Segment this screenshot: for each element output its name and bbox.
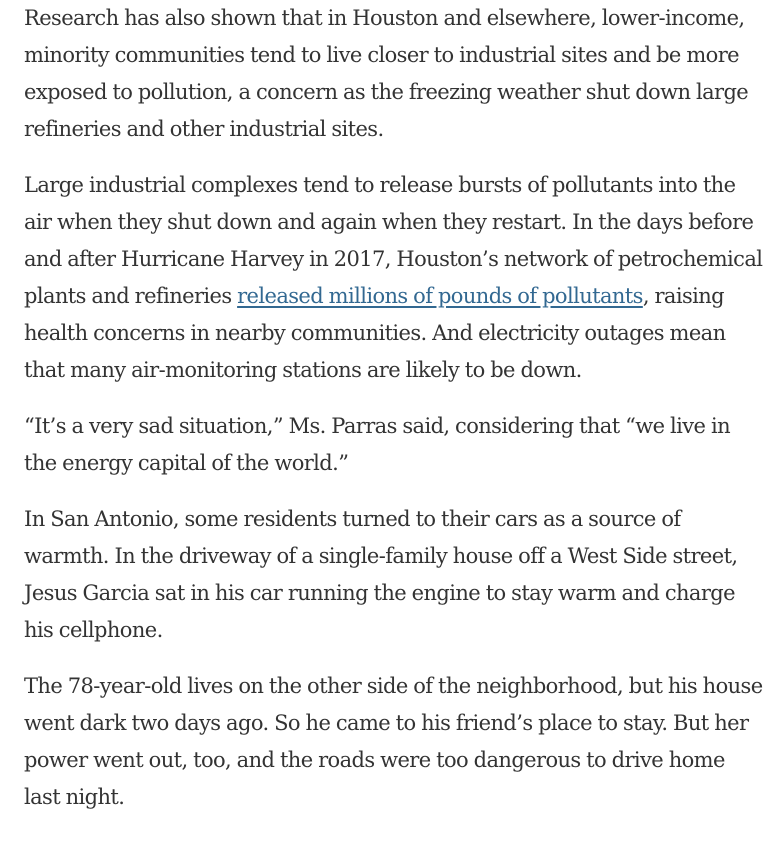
paragraph-2 — [24, 167, 764, 389]
pollutants-report-link[interactable]: released millions of pounds of pollutants — [237, 284, 643, 308]
paragraph-5: The 78-year-old lives on the other side of the neighborhood, but his house went dark two days ago. So he came to his friend’s place to stay. But her power went out, too, and the roads were too dangerous to drive home last night. — [24, 674, 763, 809]
article-body — [24, 0, 764, 835]
paragraph-2-text-before-link: Large industrial complexes tend to release bursts of pollutants into the air when they shut down and again when they restart. In the days before and after Hurricane Harvey in 2017, Houston’s network of petrochemical plants and refineries — [24, 173, 763, 308]
paragraph-4: In San Antonio, some residents turned to their cars as a source of warmth. In the driveway of a single-family house off a West Side street, Jesus Garcia sat in his car running the engine to stay warm and charge his cellphone. — [24, 507, 738, 642]
paragraph-1: Research has also shown that in Houston and elsewhere, lower-income, minority communities tend to live closer to industrial sites and be more exposed to pollution, a concern as the freezing weather shut down large refineries and other industrial sites. — [24, 6, 749, 141]
paragraph-2-text-after-link: , raising health concerns in nearby communities. And electricity outages mean that many air-monitoring stations are likely to be down. — [24, 284, 726, 382]
paragraph-3: “It’s a very sad situation,” Ms. Parras said, considering that “we live in the energy capital of the world.” — [24, 414, 731, 475]
